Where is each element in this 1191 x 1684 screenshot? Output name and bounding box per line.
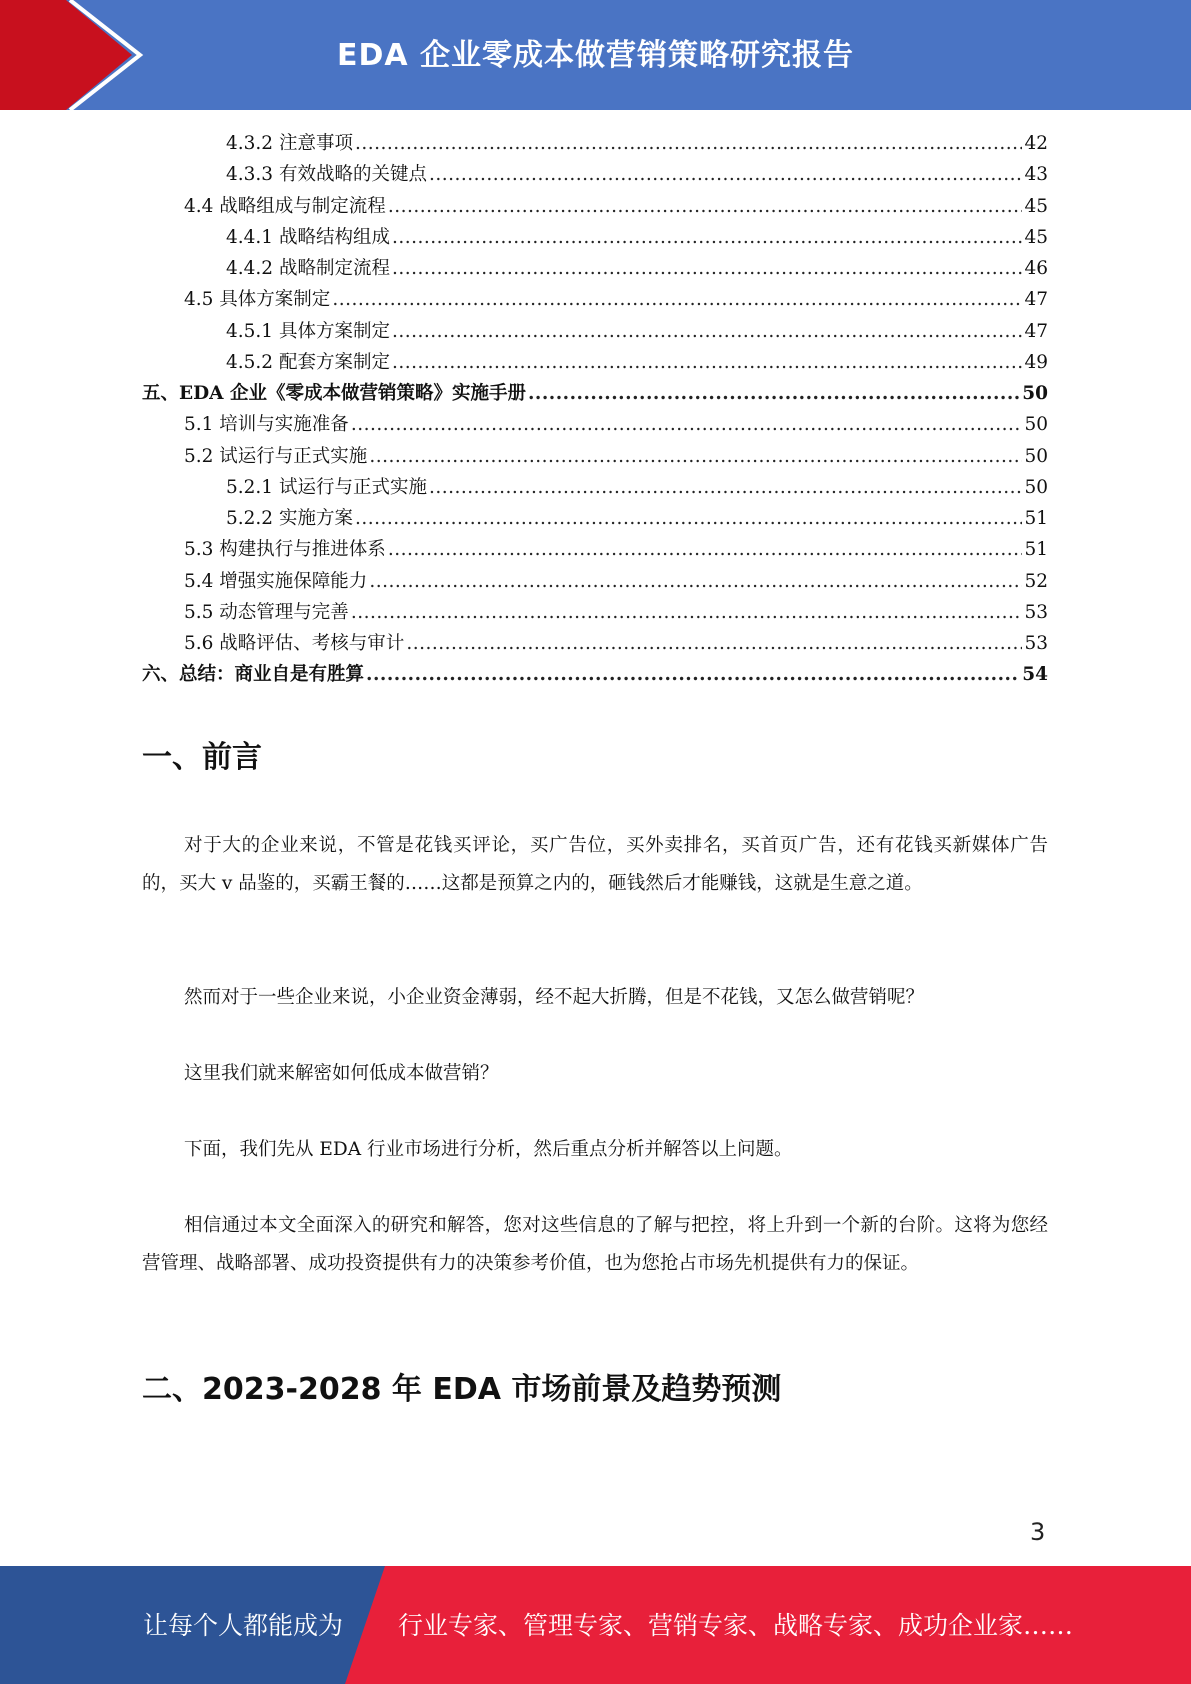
- toc-entry[interactable]: [142, 191, 1048, 222]
- toc-entry-page: 46: [1024, 258, 1048, 279]
- toc-entry-page: 45: [1024, 195, 1048, 217]
- page-header: [0, 0, 1191, 110]
- toc-entry[interactable]: [142, 503, 1048, 534]
- toc-entry-page: 45: [1024, 226, 1048, 248]
- toc-leader-dots: [392, 347, 1022, 378]
- header-title: EDA 企业零成本做营销策略研究报告: [336, 38, 855, 73]
- toc-entry[interactable]: [142, 597, 1048, 628]
- toc-entry-label: 4.5.1 具体方案制定: [226, 320, 390, 342]
- toc-entry[interactable]: [142, 253, 1048, 284]
- toc-entry-label: 4.3.2 注意事项: [226, 133, 353, 154]
- toc-entry[interactable]: [142, 159, 1048, 190]
- toc-entry-label: 5.2 试运行与正式实施: [184, 445, 368, 467]
- toc-entry-label: 4.4.2 战略制定流程: [226, 258, 390, 279]
- toc-entry-page: 52: [1024, 570, 1048, 592]
- toc-entry-page: 51: [1024, 508, 1048, 529]
- toc-leader-dots: [528, 378, 1020, 409]
- toc-entry-label: 4.5.2 配套方案制定: [226, 351, 390, 373]
- table-of-contents: [142, 128, 1048, 691]
- toc-entry-page: 50: [1022, 383, 1048, 404]
- toc-entry[interactable]: [142, 284, 1048, 315]
- toc-leader-dots: [388, 534, 1023, 565]
- paragraph: 对于大的企业来说，不管是花钱买评论，买广告位，买外卖排名，买首页广告，还有花钱买新媒体广告的，买大 v 品鉴的，买霸王餐的……这都是预算之内的，砸钱然后才能赚钱，这就是生意之道。: [142, 835, 1048, 894]
- toc-entry-label: 5.2.2 实施方案: [226, 508, 353, 529]
- toc-entry[interactable]: [142, 441, 1048, 472]
- toc-leader-dots: [355, 128, 1023, 159]
- paragraph: 下面，我们先从 EDA 行业市场进行分析，然后重点分析并解答以上问题。: [184, 1139, 793, 1160]
- toc-entry[interactable]: [142, 628, 1048, 659]
- toc-entry-page: 49: [1024, 351, 1048, 373]
- toc-entry[interactable]: [142, 659, 1048, 690]
- toc-leader-dots: [355, 503, 1023, 534]
- toc-entry[interactable]: [142, 534, 1048, 565]
- toc-entry-label: 5.5 动态管理与完善: [184, 601, 349, 623]
- toc-entry-label: 5.2.1 试运行与正式实施: [226, 476, 427, 498]
- toc-leader-dots: [388, 191, 1023, 222]
- toc-entry[interactable]: [142, 128, 1048, 159]
- toc-leader-dots: [429, 159, 1022, 190]
- toc-entry-page: 50: [1024, 414, 1048, 436]
- toc-entry-page: 47: [1024, 289, 1048, 311]
- toc-entry-page: 47: [1024, 320, 1048, 342]
- toc-entry-label: 4.5 具体方案制定: [184, 289, 331, 311]
- toc-leader-dots: [392, 316, 1022, 347]
- toc-entry-page: 43: [1024, 164, 1048, 186]
- toc-entry[interactable]: [142, 347, 1048, 378]
- page-footer: [0, 1566, 1191, 1684]
- toc-entry-label: 五、EDA 企业《零成本做营销策略》实施手册: [142, 383, 526, 404]
- toc-leader-dots: [366, 659, 1020, 690]
- toc-entry-label: 5.3 构建执行与推进体系: [184, 539, 386, 561]
- footer-slogan-right: 行业专家、管理专家、营销专家、战略专家、成功企业家……: [398, 1611, 1074, 1640]
- toc-entry-label: 5.1 培训与实施准备: [184, 414, 349, 436]
- toc-entry-page: 53: [1024, 633, 1048, 654]
- toc-entry[interactable]: [142, 472, 1048, 503]
- toc-entry-label: 4.3.3 有效战略的关键点: [226, 164, 427, 186]
- toc-leader-dots: [369, 441, 1022, 472]
- section-heading-preface: 一、前言: [142, 740, 262, 775]
- toc-leader-dots: [351, 409, 1023, 440]
- toc-leader-dots: [392, 253, 1022, 284]
- toc-entry-page: 50: [1024, 445, 1048, 467]
- toc-entry-label: 5.4 增强实施保障能力: [184, 570, 368, 592]
- toc-leader-dots: [369, 566, 1022, 597]
- paragraph: 然而对于一些企业来说，小企业资金薄弱，经不起大折腾，但是不花钱，又怎么做营销呢？: [184, 987, 925, 1008]
- toc-entry[interactable]: [142, 378, 1048, 409]
- toc-entry-page: 51: [1024, 539, 1048, 561]
- toc-entry[interactable]: [142, 566, 1048, 597]
- toc-leader-dots: [351, 597, 1023, 628]
- toc-entry-label: 4.4 战略组成与制定流程: [184, 195, 386, 217]
- toc-leader-dots: [392, 222, 1022, 253]
- paragraph: 相信通过本文全面深入的研究和解答，您对这些信息的了解与把控，将上升到一个新的台阶。这将为您经营管理、战略部署、成功投资提供有力的决策参考价值，也为您抢占市场先机提供有力的保证。: [142, 1215, 1048, 1274]
- toc-entry-label: 六、总结：商业自是有胜算: [142, 664, 365, 686]
- section-heading-market-forecast: 二、2023-2028 年 EDA 市场前景及趋势预测: [142, 1372, 782, 1407]
- page-number: 3: [1030, 1518, 1046, 1546]
- toc-entry[interactable]: [142, 222, 1048, 253]
- toc-entry[interactable]: [142, 316, 1048, 347]
- toc-entry[interactable]: [142, 409, 1048, 440]
- footer-slogan-left: 让每个人都能成为: [143, 1611, 344, 1640]
- toc-entry-label: 4.4.1 战略结构组成: [226, 226, 390, 248]
- toc-entry-label: 5.6 战略评估、考核与审计: [184, 633, 405, 654]
- toc-entry-page: 50: [1024, 476, 1048, 498]
- toc-leader-dots: [429, 472, 1022, 503]
- toc-leader-dots: [406, 628, 1022, 659]
- paragraph: 这里我们就来解密如何低成本做营销？: [184, 1063, 499, 1084]
- toc-entry-page: 54: [1022, 664, 1048, 686]
- toc-entry-page: 42: [1024, 133, 1048, 154]
- toc-leader-dots: [332, 284, 1022, 315]
- toc-entry-page: 53: [1024, 601, 1048, 623]
